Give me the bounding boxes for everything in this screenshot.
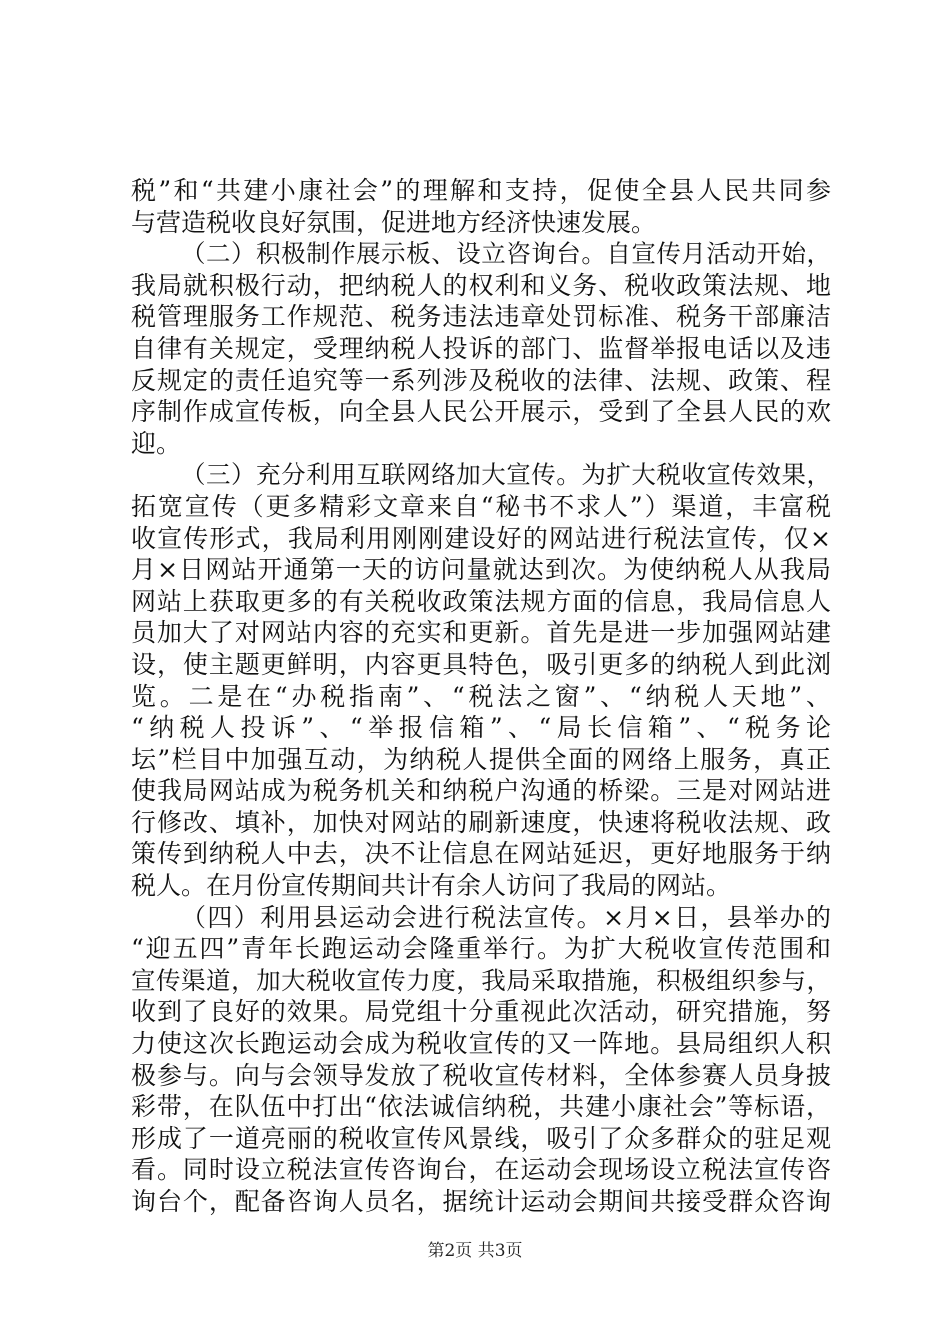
text-line: 反规定的责任追究等一系列涉及税收的法律、法规、政策、程: [131, 365, 831, 395]
text-line: 力使这次长跑运动会成为税收宣传的又一阵地。县局组织人积: [131, 1029, 831, 1059]
text-line: 策传到纳税人中去，决不让信息在网站延迟，更好地服务于纳: [131, 839, 831, 869]
text-line: 迎。: [131, 428, 182, 458]
text-line: “纳税人投诉”、“举报信箱”、“局长信箱”、“税务论: [131, 713, 831, 743]
text-line: 看。同时设立税法宣传咨询台，在运动会现场设立税法宣传咨: [131, 1155, 831, 1185]
body-text: [131, 175, 831, 1218]
text-line: 宣传渠道，加大税收宣传力度，我局采取措施，积极组织参与，: [131, 965, 831, 995]
text-line: 税人。在月份宣传期间共计有余人访问了我局的网站。: [131, 871, 732, 901]
text-line: 月×日网站开通第一天的访问量就达到次。为使纳税人从我局: [131, 555, 831, 585]
paragraph-start-line: （四）利用县运动会进行税法宣传。×月×日，县举办的: [181, 902, 831, 932]
text-line: 使我局网站成为税务机关和纳税户沟通的桥梁。三是对网站进: [131, 776, 831, 806]
text-line: 询台个，配备咨询人员名，据统计运动会期间共接受群众咨询: [131, 1187, 831, 1216]
text-line: 收宣传形式，我局利用刚刚建设好的网站进行税法宣传，仅×: [131, 523, 831, 553]
text-line: 设，使主题更鲜明，内容更具特色，吸引更多的纳税人到此浏: [131, 649, 831, 679]
text-line: 我局就积极行动，把纳税人的权利和义务、税收政策法规、地: [131, 270, 831, 300]
text-line: 彩带，在队伍中打出“依法诚信纳税，共建小康社会”等标语，: [131, 1092, 831, 1122]
text-line: 行修改、填补，加快对网站的刷新速度，快速将税收法规、政: [131, 807, 831, 837]
text-line: 形成了一道亮丽的税收宣传风景线，吸引了众多群众的驻足观: [131, 1123, 831, 1153]
paragraph-start-line: （三）充分利用互联网络加大宣传。为扩大税收宣传效果，: [181, 460, 831, 490]
text-line: 税管理服务工作规范、税务违法违章处罚标准、税务干部廉洁: [131, 302, 831, 332]
text-line: “迎五四”青年长跑运动会隆重举行。为扩大税收宣传范围和: [131, 934, 831, 964]
text-line: 拓宽宣传（更多精彩文章来自“秘书不求人”）渠道，丰富税: [131, 491, 831, 521]
text-line: 自律有关规定，受理纳税人投诉的部门、监督举报电话以及违: [131, 333, 831, 363]
text-line: 与营造税收良好氛围，促进地方经济快速发展。: [131, 207, 657, 237]
text-line: 序制作成宣传板，向全县人民公开展示，受到了全县人民的欢: [131, 397, 831, 427]
paragraph-start-line: （二）积极制作展示板、设立咨询台。自宣传月活动开始，: [181, 239, 831, 269]
text-line: 税”和“共建小康社会”的理解和支持，促使全县人民共同参: [131, 176, 831, 205]
text-line: 览。二是在“办税指南”、“税法之窗”、“纳税人天地”、: [131, 681, 831, 711]
text-line: 员加大了对网站内容的充实和更新。首先是进一步加强网站建: [131, 618, 831, 648]
text-line: 坛”栏目中加强互动，为纳税人提供全面的网络上服务，真正: [131, 744, 831, 774]
text-line: 网站上获取更多的有关税收政策法规方面的信息，我局信息人: [131, 586, 831, 616]
text-line: 收到了良好的效果。局党组十分重视此次活动，研究措施，努: [131, 997, 831, 1027]
text-line: 极参与。向与会领导发放了税收宣传材料，全体参赛人员身披: [131, 1060, 831, 1090]
page-number-footer: 第2页 共3页: [427, 1241, 523, 1261]
